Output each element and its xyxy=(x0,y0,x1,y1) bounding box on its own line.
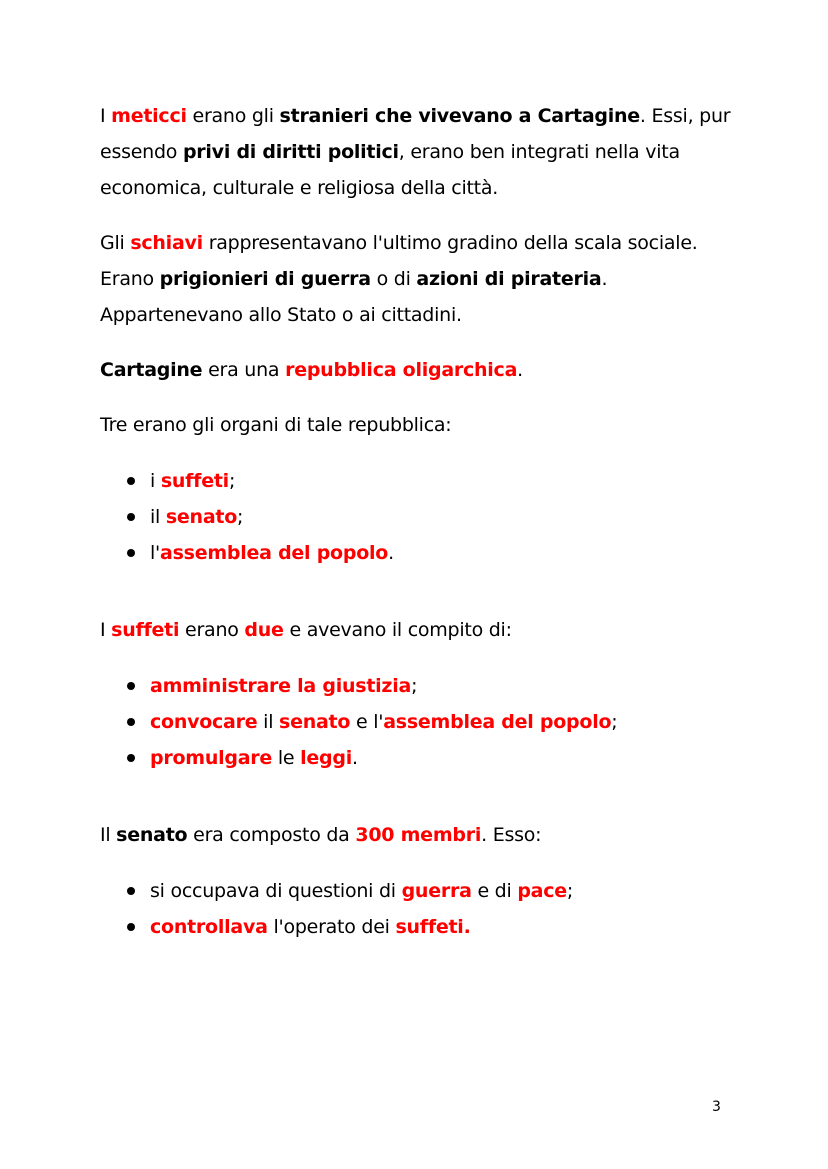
list-compiti-senato-item-0-text-4: ; xyxy=(566,880,574,902)
bullet-icon xyxy=(127,887,135,895)
list-organi-item-1-emphasis-1: senato xyxy=(165,506,238,528)
paragraph-meticci-emphasis-3: stranieri che vivevano a Cartagine xyxy=(279,105,640,127)
bullet-icon xyxy=(127,513,135,521)
list-compiti-senato-item-0-text-2: e di xyxy=(471,880,518,902)
paragraph-schiavi-emphasis-3: prigionieri di guerra xyxy=(159,268,371,290)
paragraph-schiavi-emphasis-5: azioni di pirateria xyxy=(416,268,602,290)
list-compiti-suffeti-item-0-text-1: ; xyxy=(411,675,418,697)
paragraph-meticci-text-0: I xyxy=(100,105,112,127)
paragraph-meticci-text-4: . Essi, pur essendo xyxy=(100,105,731,163)
bullet-icon xyxy=(127,754,135,762)
paragraph-repubblica-emphasis-0: Cartagine xyxy=(100,359,203,381)
list-compiti-suffeti-item-2-text-3: . xyxy=(351,747,358,769)
bullet-icon xyxy=(127,682,135,690)
list-item xyxy=(100,535,740,571)
paragraph-schiavi xyxy=(100,225,740,333)
bullet-icon xyxy=(127,549,135,557)
paragraph-organi-intro-text-0: Tre erano gli organi di tale repubblica: xyxy=(100,414,452,436)
paragraph-meticci-text-2: erano gli xyxy=(186,105,280,127)
paragraph-senato-intro-emphasis-1: senato xyxy=(116,824,188,846)
list-organi-item-1-text-2: ; xyxy=(237,506,244,528)
list-item xyxy=(100,499,740,535)
list-compiti-suffeti xyxy=(100,668,740,776)
paragraph-suffeti-intro-emphasis-3: due xyxy=(244,619,284,641)
list-compiti-suffeti-item-1-text-3: e l' xyxy=(350,711,384,733)
list-compiti-suffeti-item-0-emphasis-0: amministrare la giustizia xyxy=(150,675,412,697)
list-compiti-senato-item-1-text-1: l'operato dei xyxy=(267,916,396,938)
paragraph-schiavi-text-0: Gli xyxy=(100,232,131,254)
list-item xyxy=(100,704,740,740)
list-organi xyxy=(100,463,740,571)
list-item xyxy=(100,873,740,909)
paragraph-senato-intro-emphasis-3: 300 membri xyxy=(355,824,482,846)
paragraph-schiavi-emphasis-1: schiavi xyxy=(130,232,203,254)
paragraph-suffeti-intro-text-2: erano xyxy=(179,619,245,641)
list-item xyxy=(100,668,740,704)
list-compiti-suffeti-item-1-text-5: ; xyxy=(611,711,618,733)
list-compiti-senato-item-1-emphasis-0: controllava xyxy=(150,916,268,938)
paragraph-senato-intro-text-4: . Esso: xyxy=(481,824,542,846)
paragraph-meticci-emphasis-5: privi di diritti politici xyxy=(182,141,399,163)
bullet-icon xyxy=(127,718,135,726)
paragraph-senato-intro xyxy=(100,817,740,853)
paragraph-meticci-text-6: , erano ben integrati nella vita economica, culturale e religiosa della città. xyxy=(100,141,680,199)
list-compiti-senato-item-0-emphasis-1: guerra xyxy=(401,880,472,902)
list-compiti-suffeti-item-2-emphasis-0: promulgare xyxy=(150,747,273,769)
list-compiti-suffeti-item-1-text-1: il xyxy=(257,711,280,733)
list-compiti-suffeti-item-1-emphasis-2: senato xyxy=(279,711,351,733)
list-organi-item-0-text-0: i xyxy=(150,470,161,492)
list-compiti-senato-item-0-text-0: si occupava di questioni di xyxy=(150,880,402,902)
paragraph-senato-intro-text-2: era composto da xyxy=(187,824,356,846)
paragraph-senato-intro-text-0: Il xyxy=(100,824,117,846)
list-compiti-suffeti-item-1-emphasis-4: assemblea del popolo xyxy=(383,711,612,733)
paragraph-meticci-emphasis-1: meticci xyxy=(111,105,187,127)
list-organi-item-2-text-2: . xyxy=(388,542,394,564)
list-compiti-suffeti-item-2-emphasis-2: leggi xyxy=(300,747,352,769)
list-item xyxy=(100,740,740,776)
paragraph-suffeti-intro-text-0: I xyxy=(100,619,112,641)
paragraph-schiavi-text-4: o di xyxy=(370,268,417,290)
list-organi-item-0-emphasis-1: suffeti xyxy=(160,470,229,492)
page-number: 3 xyxy=(712,1099,721,1115)
paragraph-suffeti-intro xyxy=(100,612,740,648)
list-compiti-suffeti-item-2-text-1: le xyxy=(272,747,301,769)
paragraph-schiavi-text-2: rappresentavano l'ultimo gradino della scala sociale. Erano xyxy=(100,232,698,290)
list-compiti-senato-item-1-emphasis-2: suffeti. xyxy=(395,916,471,938)
paragraph-meticci xyxy=(100,98,740,206)
paragraph-repubblica xyxy=(100,352,740,388)
paragraph-suffeti-intro-emphasis-1: suffeti xyxy=(111,619,180,641)
bullet-icon xyxy=(127,923,135,931)
paragraph-organi-intro xyxy=(100,407,740,443)
list-organi-item-0-text-2: ; xyxy=(228,470,236,492)
list-item xyxy=(100,909,740,945)
list-organi-item-1-text-0: il xyxy=(150,506,166,528)
paragraph-suffeti-intro-text-4: e avevano il compito di: xyxy=(283,619,512,641)
paragraph-repubblica-text-3: . xyxy=(517,359,523,381)
list-organi-item-2-text-0: l' xyxy=(150,542,161,564)
list-item xyxy=(100,463,740,499)
list-compiti-senato xyxy=(100,873,740,945)
list-compiti-suffeti-item-1-emphasis-0: convocare xyxy=(150,711,258,733)
list-organi-item-2-emphasis-1: assemblea del popolo xyxy=(160,542,389,564)
paragraph-repubblica-emphasis-2: repubblica oligarchica xyxy=(285,359,518,381)
bullet-icon xyxy=(127,477,135,485)
list-compiti-senato-item-0-emphasis-3: pace xyxy=(517,880,567,902)
paragraph-schiavi-text-6: . Appartenevano allo Stato o ai cittadini. xyxy=(100,268,608,326)
paragraph-repubblica-text-1: era una xyxy=(202,359,286,381)
